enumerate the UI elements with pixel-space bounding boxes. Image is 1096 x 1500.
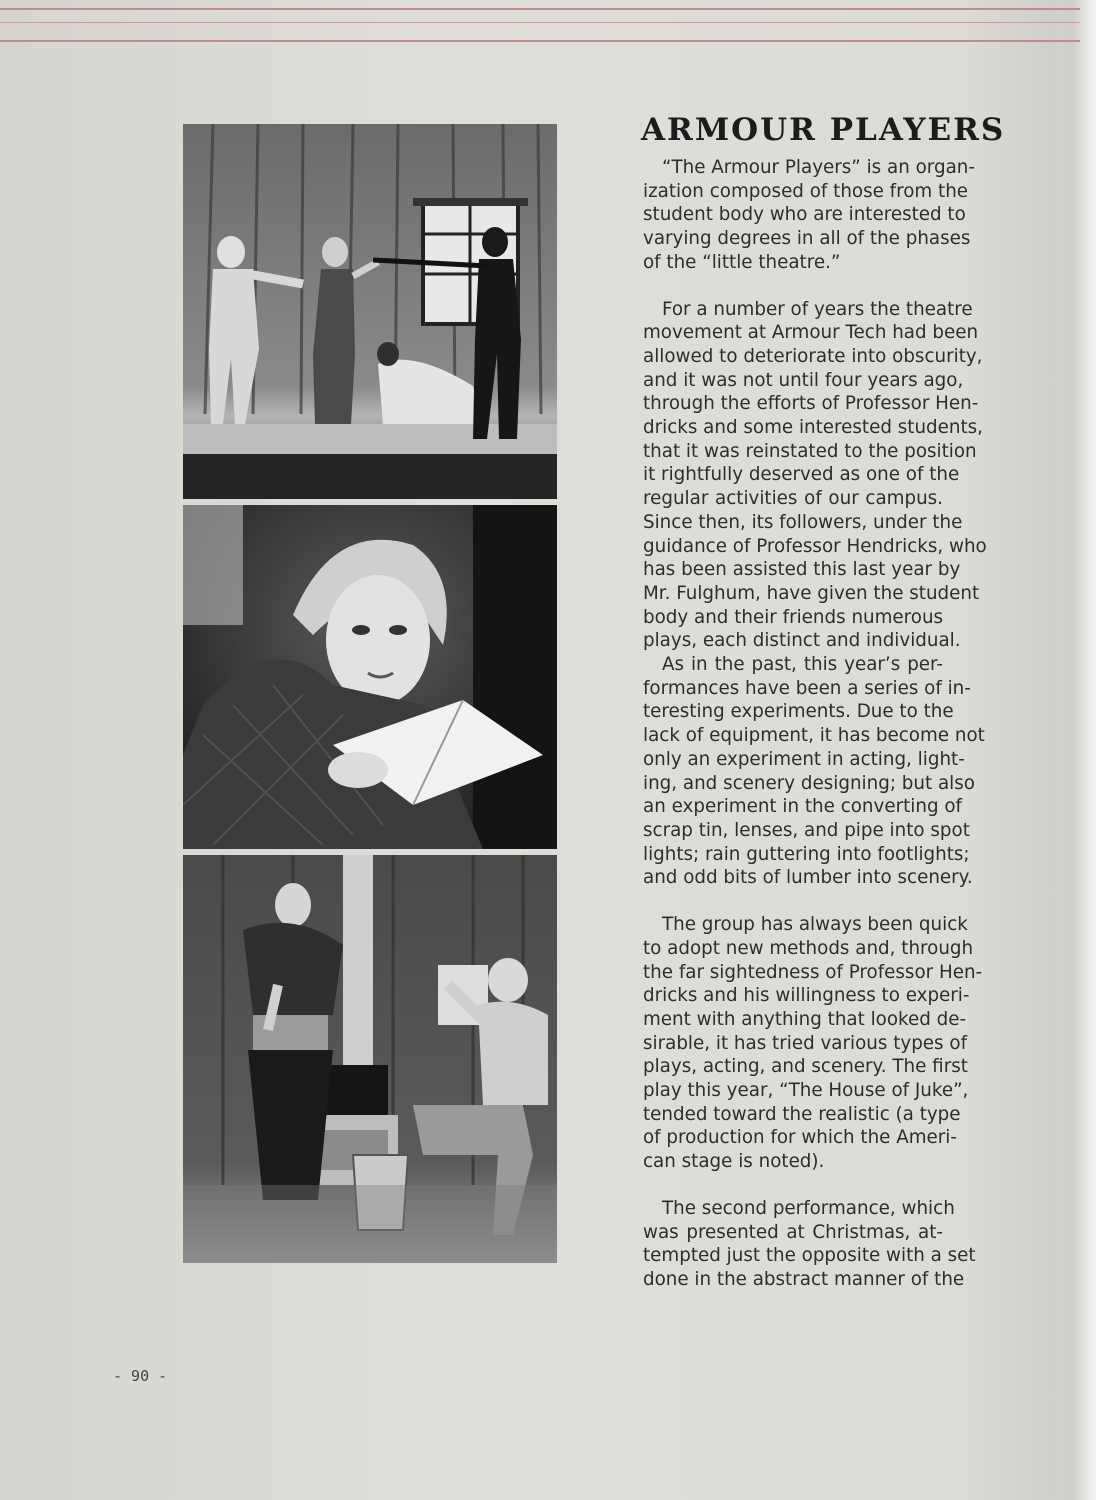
text-line: The second performance, which: [662, 1197, 955, 1219]
text-line: lack of equipment, it has become not: [643, 725, 985, 747]
text-line: dricks and his willingness to experi-: [643, 985, 970, 1007]
text-line: scrap tin, lenses, and pipe into spot: [643, 819, 970, 841]
text-line: teresting experiments. Due to the: [643, 701, 954, 723]
text-line: only an experiment in acting, light-: [643, 748, 965, 770]
article-body: [643, 156, 987, 1292]
text-line: lights; rain guttering into footlights;: [643, 843, 970, 865]
text-line: varying degrees in all of the phases: [643, 228, 971, 250]
stove-scene-photo: [183, 855, 557, 1263]
text-line: an experiment in the converting of: [643, 796, 962, 818]
text-line: The group has always been quick: [662, 914, 968, 936]
text-line: can stage is noted).: [643, 1151, 825, 1173]
text-line: and it was not until four years ago,: [643, 369, 964, 391]
text-line: guidance of Professor Hendricks, who: [643, 535, 987, 557]
text-line: sirable, it has tried various types of: [643, 1032, 968, 1054]
text-line: has been assisted this last year by: [643, 559, 961, 581]
text-line: tended toward the realistic (a type: [643, 1103, 961, 1125]
paragraph-3: [643, 653, 985, 890]
text-line: the far sightedness of Professor Hen-: [643, 961, 983, 983]
text-line: tempted just the opposite with a set: [643, 1245, 976, 1267]
text-line: allowed to deteriorate into obscurity,: [643, 345, 983, 367]
text-line: that it was reinstated to the position: [643, 440, 977, 462]
text-line: body and their friends numerous: [643, 606, 944, 628]
text-line: done in the abstract manner of the: [643, 1268, 965, 1290]
paragraph-5: [643, 1197, 976, 1292]
woman-reading-photo: [183, 505, 557, 849]
text-line: plays, each distinct and individual.: [643, 630, 961, 652]
top-rule-3: [0, 40, 1080, 42]
text-line: play this year, “The House of Juke”,: [643, 1080, 969, 1102]
text-line: movement at Armour Tech had been: [643, 322, 979, 344]
text-line: Since then, its followers, under the: [643, 511, 963, 533]
text-line: plays, acting, and scenery. The first: [643, 1056, 968, 1078]
paragraph-1: [643, 156, 975, 275]
text-line: of production for which the Ameri-: [643, 1127, 957, 1149]
text-line: formances have been a series of in-: [643, 677, 971, 699]
stage-scene-photo: [183, 124, 557, 499]
page-number: - 90 -: [113, 1367, 168, 1385]
text-line: As in the past, this year’s per-: [662, 654, 943, 676]
text-line: student body who are interested to: [643, 204, 966, 226]
text-line: For a number of years the theatre: [662, 298, 973, 320]
top-rule-2: [0, 22, 1080, 23]
text-line: dricks and some interested students,: [643, 417, 983, 439]
text-line: ment with anything that looked de-: [643, 1008, 967, 1030]
text-line: to adopt new methods and, through: [643, 937, 974, 959]
text-line: was presented at Christmas, at-: [643, 1221, 943, 1243]
text-line: of the “little theatre.”: [643, 251, 841, 273]
text-line: Mr. Fulghum, have given the student: [643, 582, 980, 604]
text-line: ization composed of those from the: [643, 180, 969, 202]
text-line: it rightfully deserved as one of the: [643, 464, 960, 486]
page-heading: ARMOUR PLAYERS: [641, 112, 1006, 148]
text-line: through the efforts of Professor Hen-: [643, 393, 979, 415]
paragraph-4: [643, 913, 983, 1174]
text-line: ing, and scenery designing; but also: [643, 772, 975, 794]
paragraph-2: [643, 298, 987, 654]
text-line: and odd bits of lumber into scenery.: [643, 867, 973, 889]
text-line: regular activities of our campus.: [643, 488, 943, 510]
text-line: “The Armour Players” is an organ-: [662, 157, 975, 178]
page-edge-shadow: [1056, 0, 1096, 1500]
top-rule-1: [0, 8, 1080, 10]
